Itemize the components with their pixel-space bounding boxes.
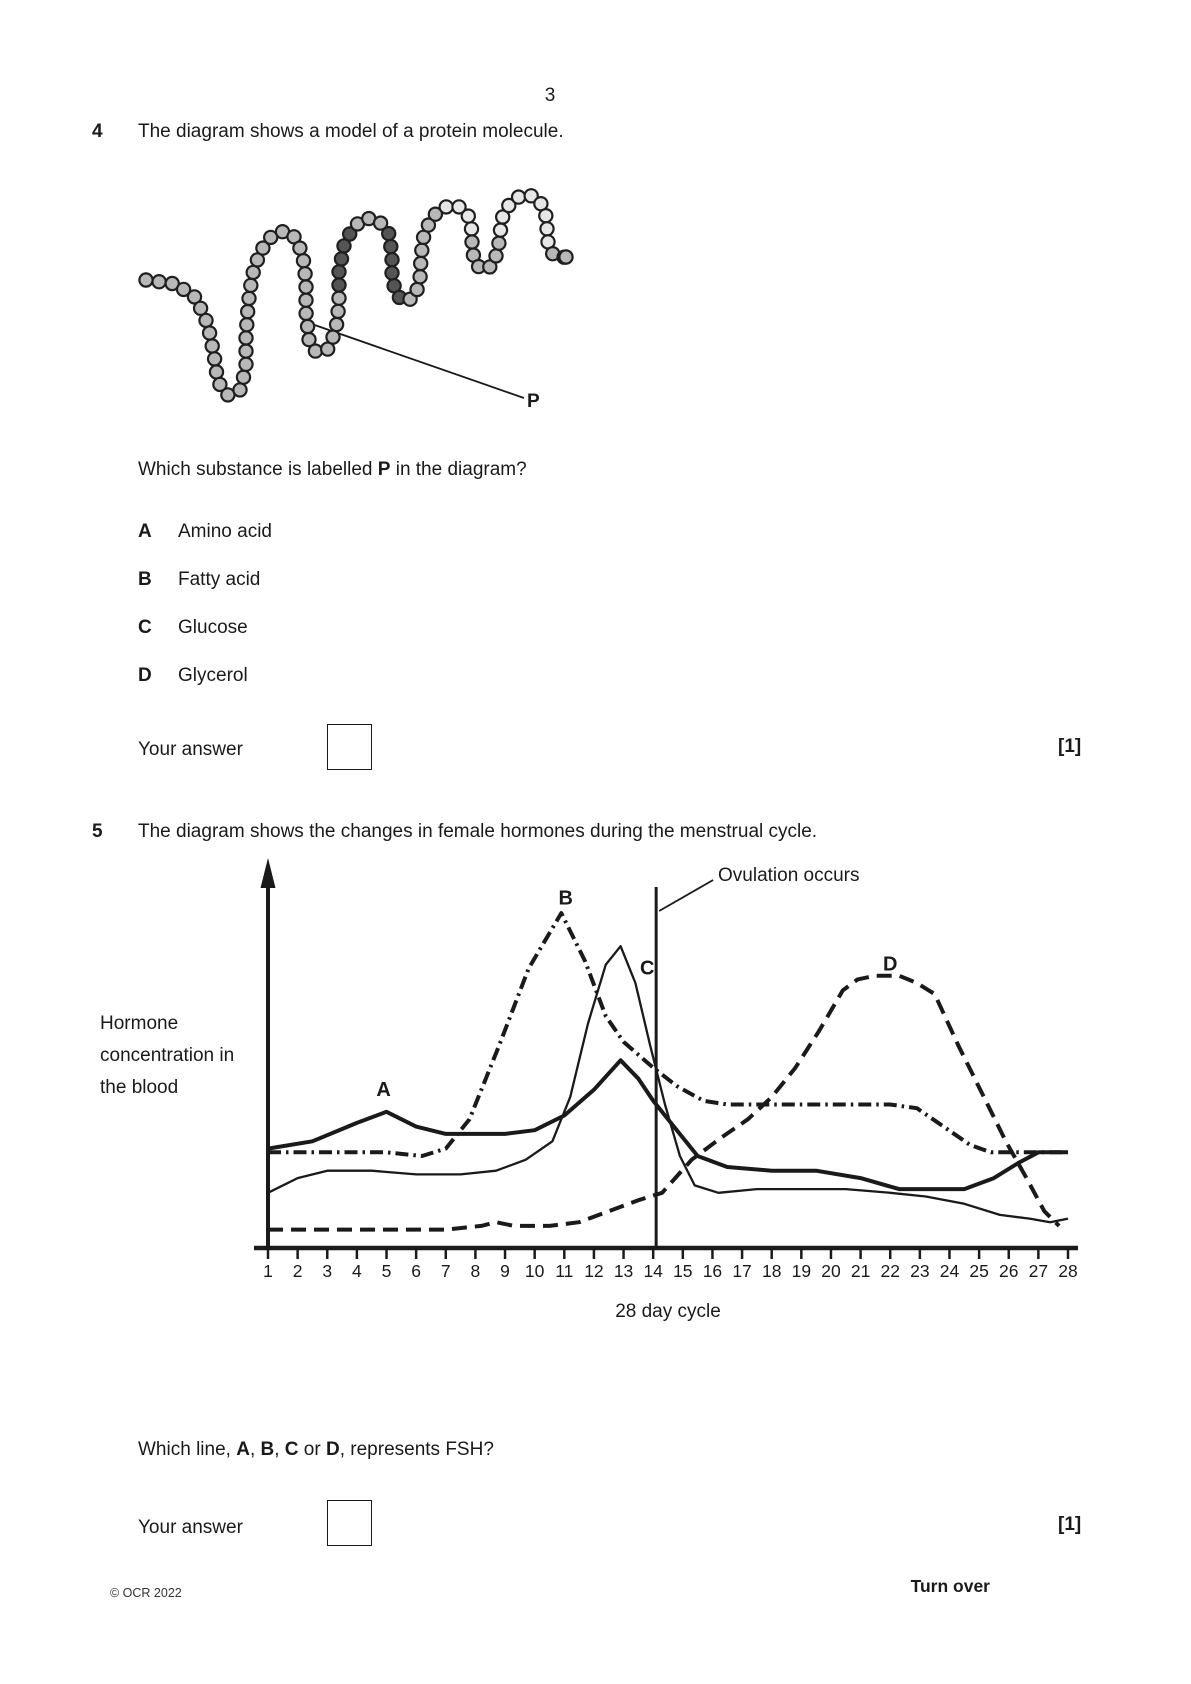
chart-x-tick-14: 14 <box>643 1261 663 1281</box>
chart-x-tick-18: 18 <box>761 1261 782 1281</box>
chart-x-tick-21: 21 <box>850 1261 871 1281</box>
chart-x-tick-28: 28 <box>1058 1261 1078 1281</box>
chart-x-tick-1: 1 <box>263 1261 273 1281</box>
chart-line-D <box>268 976 1059 1230</box>
chart-x-tick-3: 3 <box>322 1261 333 1281</box>
q4-answer-box[interactable] <box>327 724 372 770</box>
chart-x-tick-22: 22 <box>880 1261 900 1281</box>
q5-marks: [1] <box>1058 1514 1082 1535</box>
q4-option-text-b: Fatty acid <box>178 569 261 590</box>
q4-option-letter-a: A <box>138 521 152 542</box>
chart-line-label-B: B <box>558 887 574 910</box>
chart-x-tick-5: 5 <box>381 1261 392 1281</box>
chart-x-tick-25: 25 <box>969 1261 989 1281</box>
q5-prompt: The diagram shows the changes in female hormones during the menstrual cycle. <box>138 821 818 842</box>
chart-line-label-A: A <box>376 1078 391 1101</box>
chart-x-tick-4: 4 <box>352 1261 362 1281</box>
chart-x-tick-12: 12 <box>584 1261 604 1281</box>
chart-x-tick-23: 23 <box>910 1261 930 1281</box>
q4-option-letter-b: B <box>138 569 152 590</box>
footer-turn-over: Turn over <box>910 1576 990 1596</box>
q4-question: Which substance is labelled P in the diagram? <box>138 459 527 480</box>
q4-number: 4 <box>92 121 103 142</box>
chart-x-tick-10: 10 <box>524 1261 545 1281</box>
chart-line-C <box>268 946 1068 1222</box>
chart-line-A <box>268 1060 1068 1189</box>
q4-option-letter-c: C <box>138 617 152 638</box>
page-number: 3 <box>544 85 556 106</box>
chart-x-tick-19: 19 <box>791 1261 812 1281</box>
chart-line-B <box>268 913 1068 1156</box>
q5-question: Which line, A, B, C or D, represents FSH? <box>138 1439 494 1460</box>
footer-copyright: © OCR 2022 <box>110 1586 182 1600</box>
q4-your-answer-label: Your answer <box>138 739 243 760</box>
q4-marks: [1] <box>1058 736 1082 757</box>
q5-number: 5 <box>92 821 103 842</box>
chart-y-axis-label: Hormone concentration in the blood <box>100 1013 235 1098</box>
q4-option-letter-d: D <box>138 665 152 686</box>
chart-x-tick-16: 16 <box>702 1261 723 1281</box>
chart-line-label-D: D <box>882 953 898 976</box>
chart-x-tick-6: 6 <box>411 1261 422 1281</box>
chart-line-label-C: C <box>640 957 655 980</box>
chart-x-tick-27: 27 <box>1028 1261 1049 1281</box>
chart-x-axis-label: 28 day cycle <box>615 1301 721 1322</box>
chart-x-tick-8: 8 <box>470 1261 481 1281</box>
chart-x-tick-20: 20 <box>821 1261 841 1281</box>
chart-x-tick-11: 11 <box>555 1261 574 1281</box>
chart-x-tick-17: 17 <box>732 1261 752 1281</box>
chart-x-tick-9: 9 <box>500 1261 510 1281</box>
q4-option-text-a: Amino acid <box>178 521 272 542</box>
chart-ovulation-annotation: Ovulation occurs <box>718 865 860 886</box>
q5-your-answer-label: Your answer <box>138 1517 243 1538</box>
chart-x-tick-24: 24 <box>939 1261 960 1281</box>
chart-x-tick-26: 26 <box>999 1261 1019 1281</box>
chart-x-tick-15: 15 <box>673 1261 693 1281</box>
q4-option-text-c: Glucose <box>178 617 248 638</box>
chart-x-tick-7: 7 <box>440 1261 451 1281</box>
q4-protein-label-p: P <box>527 391 540 412</box>
chart-x-tick-2: 2 <box>292 1261 303 1281</box>
chart-x-tick-13: 13 <box>613 1261 634 1281</box>
q5-answer-box[interactable] <box>327 1500 372 1546</box>
q4-option-text-d: Glycerol <box>178 665 248 686</box>
q4-prompt: The diagram shows a model of a protein molecule. <box>138 121 564 142</box>
